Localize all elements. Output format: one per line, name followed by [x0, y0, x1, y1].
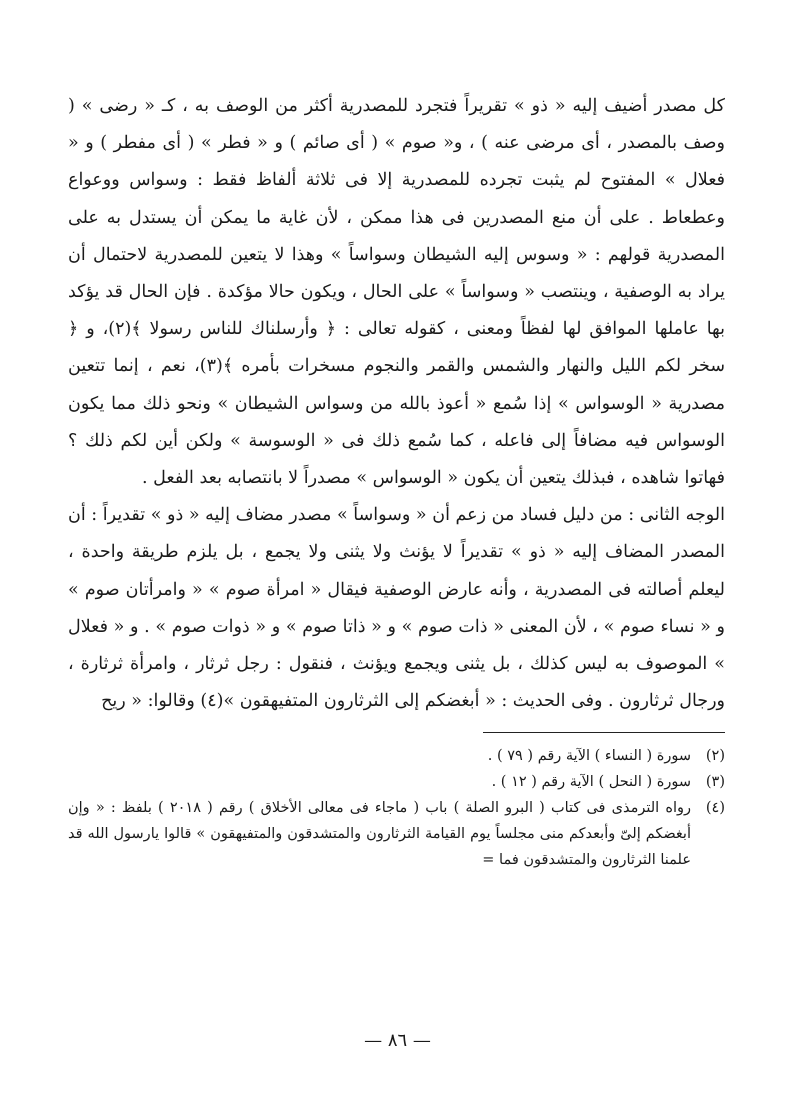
main-text [68, 88, 725, 720]
footnote-number: (٤) [705, 800, 725, 817]
footnote-item [68, 769, 725, 795]
page-number: — ٨٦ — [364, 1030, 431, 1051]
footnote-text: رواه الترمذى فى كتاب ( البرو الصلة ) باب ( ماجاء فى معالى الأخلاق ) رقم ( ٢٠١٨ ) بلفظ : « وإن أبغضكم إلىّ وأبعدكم منى مجلساً يوم القيامة الثرثارون والمتشدقون والمتفيهقون » قالوا يارسول الله قد علمنا الثرثارون والمتشدقون فما = [68, 800, 691, 869]
footnotes [68, 743, 725, 873]
footnote-text: سورة ( النساء ) الآية رقم ( ٧٩ ) . [487, 748, 691, 765]
footnote-item [68, 743, 725, 769]
footnote-number: (٢) [705, 748, 725, 765]
paragraph-2: الوجه الثانى : من دليل فساد من زعم أن « وسواساً » مصدر مضاف إليه « ذو » تقديراً : أن المصدر المضاف إليه « ذو » تقديراً لا يؤنث ولا يثنى ولا يجمع ، بل يلزم طريقة واحدة ، ليعلم أصالته فى المصدرية ، وأنه عارض الوصفية فيقال « امرأة صوم » « وامرأتان صوم » و « نساء صوم » ، لأن المعنى « ذات صوم » و « ذاتا صوم » و « ذوات صوم » . و « فعلال » الموصوف به ليس كذلك ، بل يثنى ويجمع ويؤنث ، فنقول : رجل ثرثار ، وامرأة ثرثارة ، ورجال ثرثارون . وفى الحديث : « أبغضكم إلى الثرثارون المتفيهقون »(٤) وقالوا: « ريح [68, 505, 725, 712]
footnote-number: (٣) [705, 774, 725, 791]
footnote-item [68, 795, 725, 873]
footnote-text: سورة ( النحل ) الآية رقم ( ١٢ ) . [491, 774, 691, 791]
paragraph-1: كل مصدر أضيف إليه « ذو » تقريراً فتجرد للمصدرية أكثر من الوصف به ، كـ « رضى » ( وصف بالمصدر ، أى مرضى عنه ) ، و« صوم » ( أى صائم ) و « فطر » ( أى مفطر ) و « فعلال » المفتوح لم يثبت تجرده للمصدرية إلا فى ثلاثة ألفاظ فقط : وسواس ووعواع وعطعاط . على أن منع المصدرين فى هذا ممكن ، لأن غاية ما يمكن أن يستدل به على المصدرية قولهم : « وسوس إليه الشيطان وسواساً » وهذا لا يتعين للمصدرية لاحتمال أن يراد به الوصفية ، وينتصب « وسواساً » على الحال ، ويكون حالا مؤكدة . فإن الحال قد يؤكد بها عاملها الموافق لها لفظاً ومعنى ، كقوله تعالى : ﴿ وأرسلناك للناس رسولا ﴾(٢)، و ﴿ سخر لكم الليل والنهار والشمس والقمر والنجوم مسخرات بأمره ﴾(٣)، نعم ، إنما تتعين مصدرية « الوسواس » إذا سُمع « أعوذ بالله من وسواس الشيطان » ونحو ذلك مما يكون الوسواس فيه مضافاً إلى فاعله ، كما سُمع ذلك فى « الوسوسة » ولكن أين لكم ذلك ؟ فهاتوا شاهده ، فبذلك يتعين أن يكون « الوسواس » مصدراً لا بانتصابه بعد الفعل . [68, 96, 725, 489]
footnote-separator [483, 732, 725, 733]
